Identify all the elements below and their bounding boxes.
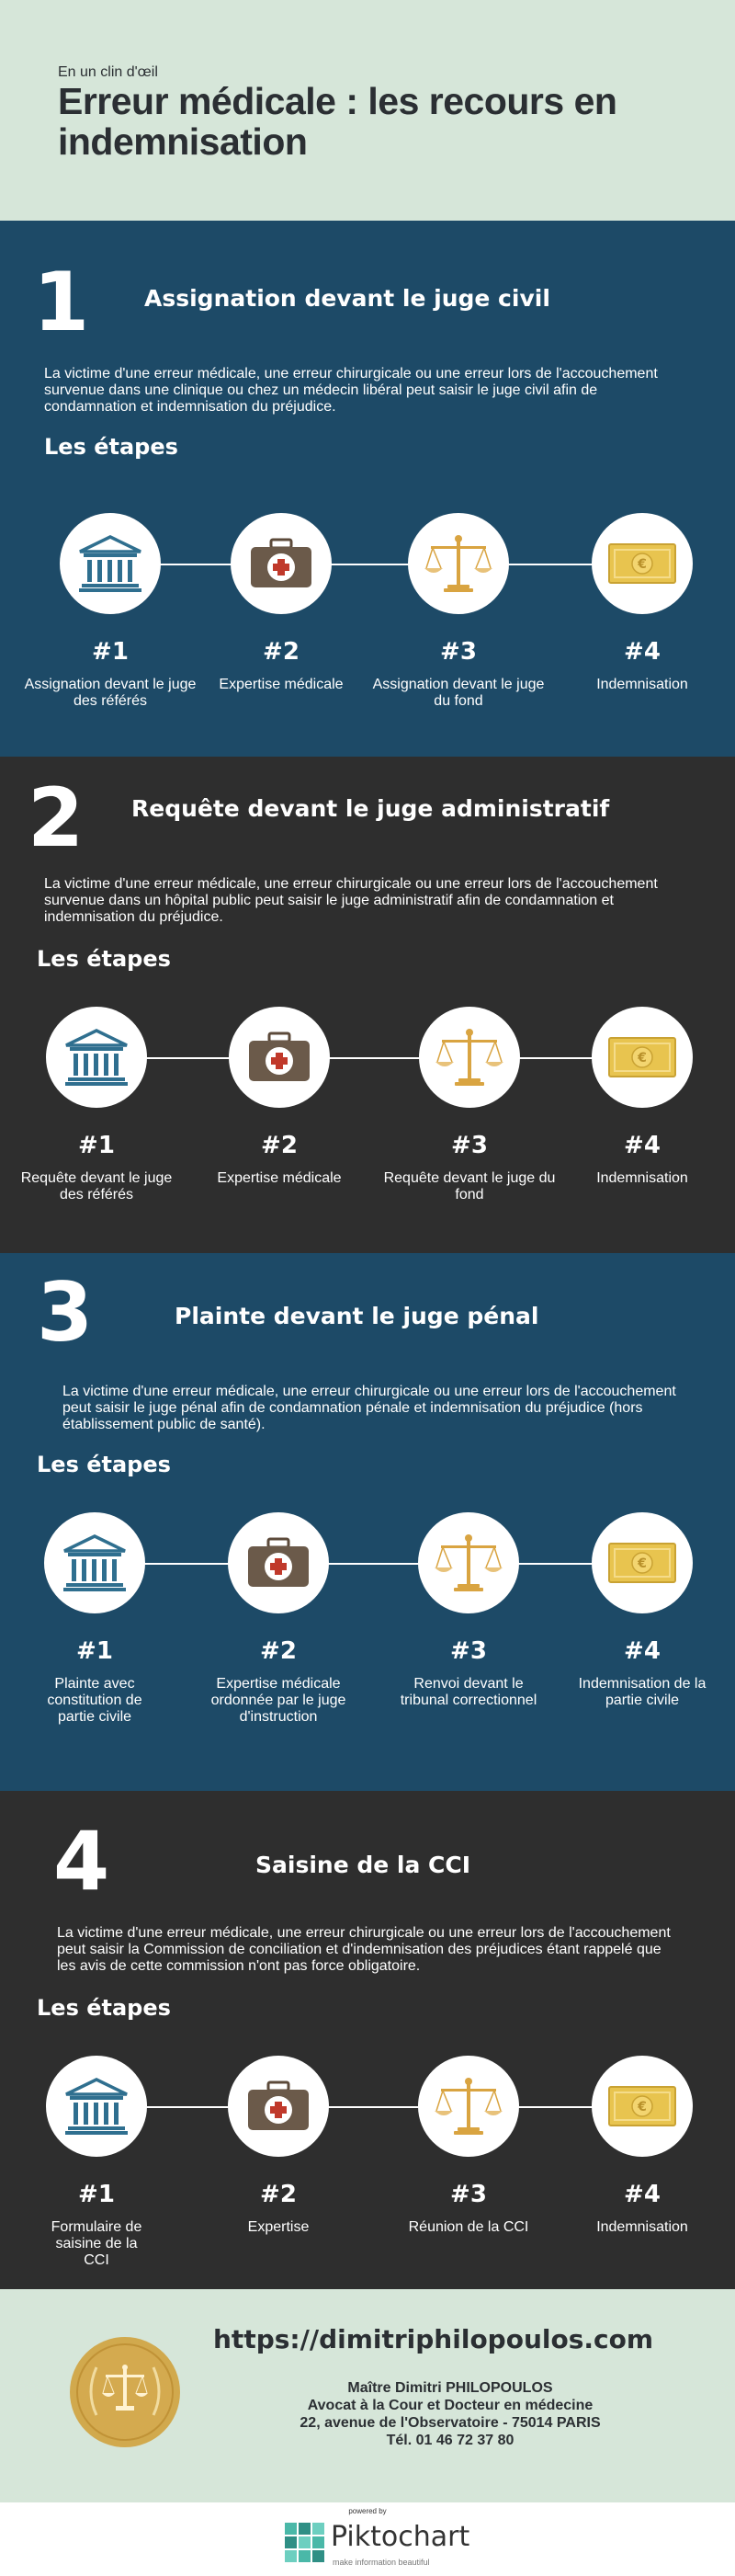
piktochart-logo-icon [285,2523,325,2563]
step-number: #4 [624,1132,661,1159]
step-icon-circle [418,1512,519,1613]
medical-kit-icon [247,1032,311,1083]
step-label: Plainte avec constitution de partie civile [47,1676,142,1725]
steps-heading: Les étapes [37,946,171,972]
section-title: Assignation devant le juge civil [144,285,550,312]
section-title: Plainte devant le juge pénal [175,1303,539,1329]
step-icon-circle [60,513,161,614]
step-3 [381,2056,556,2236]
step-number: #1 [76,1637,113,1665]
step-label: Assignation devant le juge des référés [24,677,197,709]
step-icon-circle [419,1007,520,1108]
step-icon-circle [592,1007,693,1108]
steps-row [0,1007,735,1227]
scales-icon [435,1027,504,1088]
step-4 [555,513,729,693]
step-number: #1 [78,1132,115,1159]
steps-row [0,513,735,734]
step-4 [555,2056,729,2236]
step-label: Indemnisation de la partie civile [578,1676,707,1708]
step-label: Expertise médicale [219,677,344,692]
section-description: La victime d'une erreur médicale, une erreur chirurgicale ou une erreur lors de l'accouchement peut saisir la Commission de conciliation et d'indemnisation des préjudices étant rappelé que les avis de cette commission n'ont pas force obligatoire. [57,1925,671,1974]
step-number: #2 [263,638,300,666]
step-number: #3 [450,2181,487,2208]
step-4 [555,1512,729,1709]
section-description: La victime d'une erreur médicale, une erreur chirurgicale ou une erreur lors de l'accouchement peut saisir le juge pénal afin de condamnation pénale et indemnisation du préjudice (hors établissement public de santé). [62,1384,676,1432]
euro-banknote-icon [608,543,676,584]
courthouse-icon [64,2078,129,2135]
svg-text:€: € [638,1556,647,1571]
header-kicker: En un clin d'œil [58,64,158,80]
euro-banknote-icon [608,2086,676,2126]
step-number: #1 [78,2181,115,2208]
courthouse-icon [62,1534,127,1591]
piktochart-tagline: make information beautiful [333,2558,430,2567]
contact-title: Avocat à la Cour et Docteur en médecine [307,2398,594,2413]
step-2 [192,1007,367,1187]
step-number: #2 [261,1132,298,1159]
contact-address: 22, avenue de l'Observatoire - 75014 PARIS [300,2415,601,2431]
step-icon-circle [229,1007,330,1108]
section-3 [0,1253,735,1791]
footer [0,2289,735,2502]
step-icon-circle [408,513,509,614]
contact-block [220,2379,680,2449]
step-icon-circle [418,2056,519,2157]
steps-heading: Les étapes [37,1995,171,2021]
section-2 [0,757,735,1253]
step-label: Formulaire de saisine de la CCI [51,2219,142,2268]
step-1 [7,1512,182,1726]
step-label: Assignation devant le juge du fond [372,677,545,709]
step-number: #3 [440,638,477,666]
scales-icon [424,533,493,594]
gold-scales-seal-icon [70,2337,180,2447]
step-number: #3 [451,1132,488,1159]
section-description: La victime d'une erreur médicale, une erreur chirurgicale ou une erreur lors de l'accouchement survenue dans un hôpital public peut saisir le juge administratif afin de condamnation et indemnisation du préjudice. [44,876,658,925]
step-icon-circle [592,2056,693,2157]
step-1 [9,2056,184,2269]
contact-phone: Tél. 01 46 72 37 80 [386,2433,514,2448]
euro-banknote-icon [608,1037,676,1077]
svg-text:€: € [638,557,647,572]
section-number: 1 [33,255,90,349]
medical-kit-icon [246,2080,311,2132]
courthouse-icon [64,1029,129,1086]
section-number: 3 [37,1265,94,1360]
section-4 [0,1791,735,2289]
step-3 [381,1512,556,1709]
contact-name: Maître Dimitri PHILOPOULOS [347,2380,553,2396]
step-label: Indemnisation [596,1170,688,1186]
piktochart-brand[interactable]: Piktochart [331,2521,470,2553]
powered-by-banner [0,2502,735,2576]
powered-by-label: powered by [348,2507,387,2515]
step-icon-circle [228,1512,329,1613]
courthouse-icon [78,535,142,592]
step-label: Requête devant le juge des référés [20,1170,173,1203]
step-4 [555,1007,729,1187]
step-number: #4 [624,638,661,666]
step-label: Réunion de la CCI [408,2219,529,2235]
step-icon-circle [46,2056,147,2157]
step-number: #2 [260,2181,297,2208]
scales-icon [434,2076,503,2137]
step-icon-circle [46,1007,147,1108]
euro-banknote-icon [608,1543,676,1583]
step-2 [194,513,368,693]
step-label: Renvoi devant le tribunal correctionnel [400,1676,537,1708]
website-link[interactable]: https://dimitriphilopoulos.com [213,2324,654,2354]
step-label: Requête devant le juge du fond [383,1170,556,1203]
step-icon-circle [592,1512,693,1613]
header [0,0,735,221]
steps-row [0,1512,735,1733]
step-icon-circle [592,513,693,614]
section-title: Requête devant le juge administratif [131,795,610,822]
steps-row [0,2056,735,2276]
step-icon-circle [231,513,332,614]
step-2 [191,2056,366,2236]
step-label: Expertise [247,2219,310,2235]
step-1 [9,1007,184,1203]
svg-text:€: € [638,1051,647,1066]
steps-heading: Les étapes [44,434,178,460]
section-1 [0,221,735,757]
medical-kit-icon [249,538,313,589]
step-label: Expertise médicale [217,1170,342,1186]
step-number: #1 [92,638,129,666]
section-title: Saisine de la CCI [255,1852,471,1878]
step-icon-circle [228,2056,329,2157]
step-icon-circle [44,1512,145,1613]
step-number: #3 [450,1637,487,1665]
step-3 [382,1007,557,1203]
section-number: 2 [28,770,85,865]
step-1 [23,513,198,710]
medical-kit-icon [246,1537,311,1589]
svg-text:€: € [638,2100,647,2114]
step-number: #4 [624,2181,661,2208]
step-3 [371,513,546,710]
step-label: Indemnisation [596,677,688,692]
step-number: #4 [624,1637,661,1665]
step-label: Expertise médicale ordonnée par le juge d'instruction [210,1676,346,1725]
section-number: 4 [53,1814,110,1909]
step-label: Indemnisation [596,2219,688,2235]
page-title: Erreur médicale : les recours en indemnisation [58,80,617,163]
step-2 [191,1512,366,1726]
step-number: #2 [260,1637,297,1665]
section-description: La victime d'une erreur médicale, une erreur chirurgicale ou une erreur lors de l'accouchement survenue dans une clinique ou chez un médecin libéral peut saisir le juge civil afin de condamnation et indemnisation du préjudice. [44,366,658,415]
steps-heading: Les étapes [37,1452,171,1477]
scales-icon [434,1533,503,1593]
